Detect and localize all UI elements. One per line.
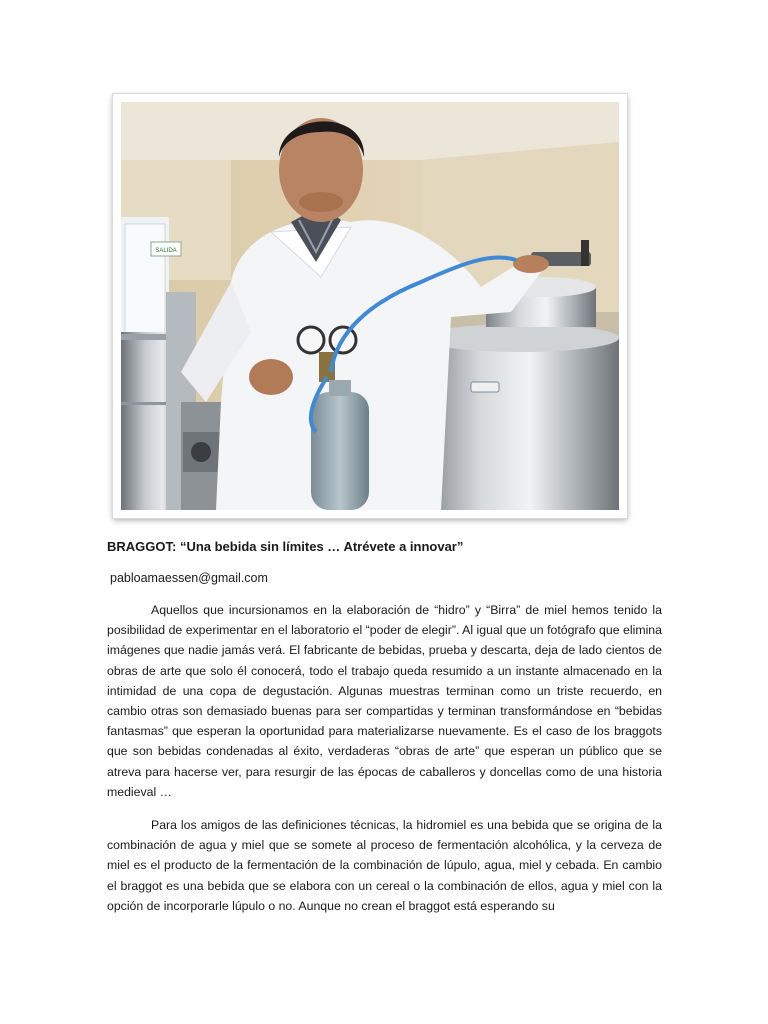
document-title: BRAGGOT: “Una bebida sin límites … Atrévete a innovar” xyxy=(107,539,464,554)
photo-frame xyxy=(113,94,627,518)
author-email: pabloamaessen@gmail.com xyxy=(110,571,268,585)
brewer-photo xyxy=(121,102,619,510)
paragraph-2: Para los amigos de las definiciones técnicas, la hidromiel es una bebida que se origina de la combinación de agua y miel que se somete al proceso de fermentación alcohólica, y la cerveza de miel es el producto de la fermentación de la combinación de lúpulo, agua, miel y cebada. En cambio el braggot es una bebida que se elabora con un cereal o la combinación de ellos, agua y miel con la opción de incorporarle lúpulo o no. Aunque no crean el braggot está esperando su xyxy=(107,818,662,913)
exit-sign: SALIDA xyxy=(155,248,177,254)
paragraph-1: Aquellos que incursionamos en la elaboración de “hidro” y “Birra” de miel hemos tenido la posibilidad de experimentar en el laboratorio el “poder de elegir”. Al igual que un fotógrafo que elimina imágenes que nadie jamás verá. El fabricante de bebidas, prueba y descarta, deja de lado cientos de obras de arte que solo él conocerá, todo el trabajo queda resumido a un instante almacenado en la intimidad de una copa de degustación. Algunas muestras terminan como un triste recuerdo, en cambio otras son demasiado buenas para ser compartidas y terminan transformándose en “bebidas fantasmas” que esperan la oportunidad para materializarse nuevamente. Es el caso de los braggots que son bebidas condenadas al éxito, verdaderas “obras de arte” que esperan un público que se atreva para hacerse ver, para resurgir de las épocas de caballeros y doncellas como de una historia medieval … xyxy=(107,603,662,799)
